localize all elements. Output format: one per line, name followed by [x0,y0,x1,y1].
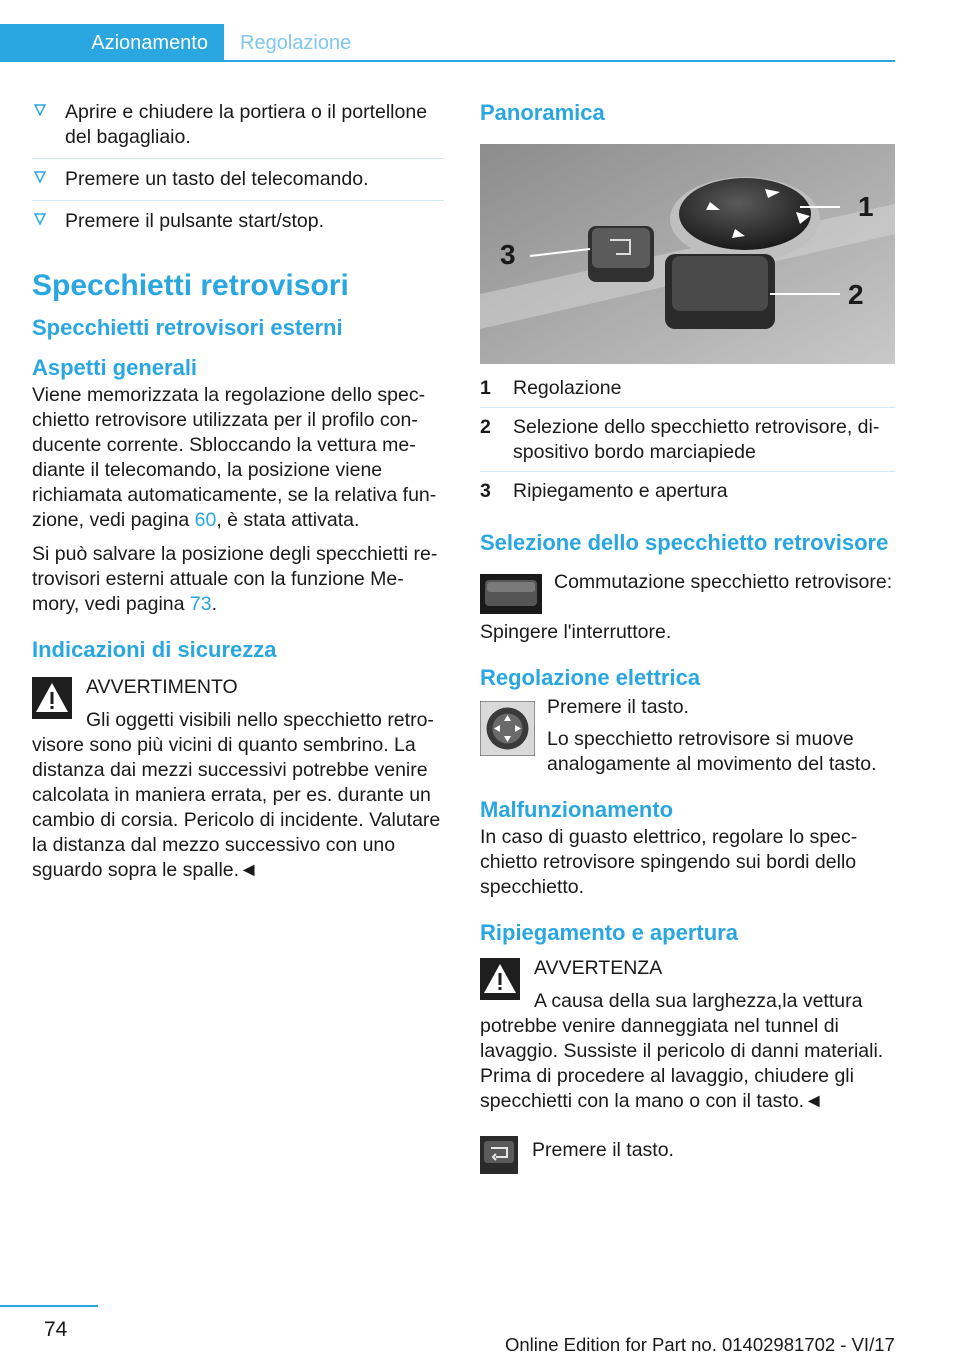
page-number: 74 [44,1318,68,1341]
legend-text: Selezione dello specchietto retrovisore, dispositivo bordo marciapiede [513,416,880,463]
warning-block [32,675,444,883]
list-item [32,209,444,242]
fold-press-text: Premere il tasto. [532,1139,674,1161]
malfunction-heading: Malfunzionamento [480,797,674,822]
fold-warning-text: A causa della sua larghezza,la vettura potrebbe venire danneggiata nel tunnel di lavaggio. Sussiste il pericolo di danni materiali. Prima di procedere al lavaggio, chiudere gli specchietti con la mano o con il tasto.◄ [480,990,884,1112]
left-column [32,100,444,883]
legend-item [480,415,895,472]
warning-title: AVVERTIMENTO [86,676,238,698]
fold-mirror-button-icon [480,1136,518,1174]
triangle-bullet-icon [33,103,47,117]
triangle-bullet-icon [33,212,47,226]
warning-text: Gli oggetti visibili nello specchietto retrovisore sono più vicini di quanto sembrino. La distanza dai mezzi successivi potrebbe venire calcolata in maniera errata, per es. durante un cambio di corsia. Pericolo di incidente. Valutare la distanza dal mezzo successivo con uno sguardo sopra le spalle.◄ [32,709,441,881]
tab-azionamento[interactable]: Azionamento [0,24,224,60]
select-heading: Selezione dello specchietto retrovisore [480,530,889,555]
bullet-text: Premere un tasto del telecomando. [65,168,369,190]
legend-text: Ripiegamento e apertura [513,480,728,502]
edition-text: Online Edition for Part no. 01402981702 - VI/17 [505,1334,895,1355]
fold-warning-block [480,956,895,1114]
overview-heading: Panoramica [480,100,605,125]
electric-icon-row [480,695,895,777]
warning-icon [32,677,72,719]
legend-item [480,479,895,510]
adjust-knob-icon [480,701,535,756]
text: Si può salvare la posizione degli specchietti retrovisori esterni attuale con la funzione Memory, vedi pagina [32,543,438,615]
footer-divider [0,1305,98,1307]
text: . [211,593,218,615]
legend-number: 3 [480,480,491,502]
malfunction-text: In caso di guasto elettrico, regolare lo specchietto retrovisore spingendo sui bordi dello specchietto. [480,826,858,898]
electric-text-2: Lo specchietto retrovisore si muove analogamente al movimento del tasto. [547,728,877,775]
bullet-text: Aprire e chiudere la portiera o il portellone del bagagliaio. [65,101,428,148]
general-paragraph-2 [32,542,444,617]
general-heading: Aspetti generali [32,355,198,380]
section-title: Specchietti retrovisori [32,269,349,302]
fold-heading: Ripiegamento e apertura [480,920,738,945]
electric-text-1: Premere il tasto. [547,696,689,718]
general-paragraph-1 [32,383,444,533]
list-item [32,167,444,201]
warning-icon [480,958,520,1000]
mirror-control-photo [480,144,895,364]
safety-heading: Indicazioni di sicurezza [32,637,277,662]
subsection-title: Specchietti retrovisori esterni [32,315,343,340]
select-icon-text: Commutazione specchietto retrovisore: [554,571,893,593]
triangle-bullet-icon [33,170,47,184]
select-text: Spingere l'interruttore. [480,621,672,643]
legend-number: 2 [480,416,491,438]
callout-2: 2 [848,279,864,310]
select-icon-row [480,570,895,614]
callout-3: 3 [500,239,516,270]
bullet-text: Premere il pulsante start/stop. [65,210,325,232]
callout-1: 1 [858,191,874,222]
fold-warning-title: AVVERTENZA [534,957,663,979]
list-item [32,100,444,159]
tab-regolazione[interactable]: Regolazione [240,32,352,54]
right-column [480,100,895,1180]
legend-number: 1 [480,377,491,399]
fold-icon-row [480,1132,895,1174]
page-header [0,24,895,62]
legend-list [480,376,895,510]
text: , è stata attivata. [216,509,360,531]
mirror-switch-icon [480,574,542,614]
page-link-60[interactable]: 60 [194,509,217,531]
electric-heading: Regolazione elettrica [480,665,701,690]
legend-text: Regolazione [513,377,622,399]
legend-item [480,376,895,408]
text: Viene memorizzata la regolazione dello specchietto retrovisore utilizzata per il profilo conducente corrente. Sbloccando la vettura mediante il telecomando, la posizione viene richiamata automaticamente, se la relativa funzione, vedi pagina [32,384,437,531]
bullet-list [32,100,444,242]
page-link-73[interactable]: 73 [189,593,212,615]
